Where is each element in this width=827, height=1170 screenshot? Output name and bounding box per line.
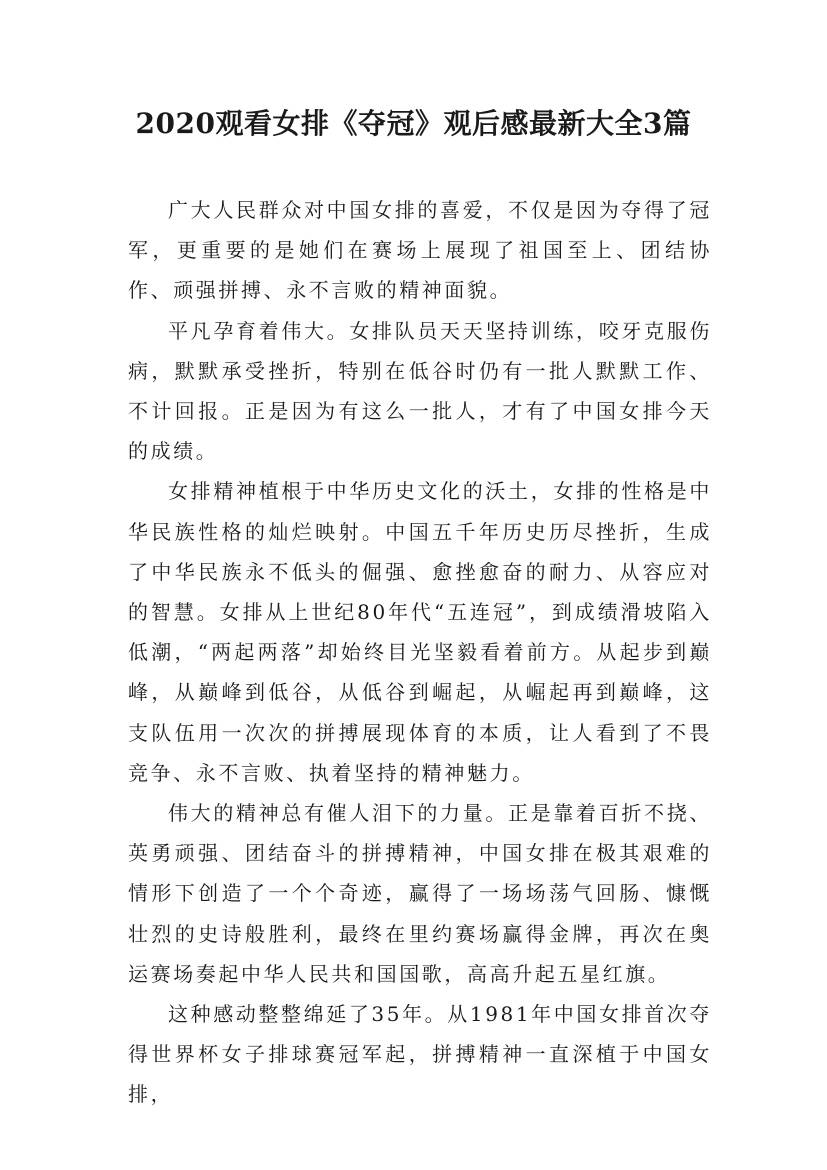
paragraph-2: 平凡孕育着伟大。女排队员天天坚持训练，咬牙克服伤病，默默承受挫折，特别在低谷时仍有一批人默默工作、不计回报。正是因为有这么一批人，才有了中国女排今天的成绩。: [128, 318, 712, 464]
paragraph-1: 广大人民群众对中国女排的喜爱，不仅是因为夺得了冠军，更重要的是她们在赛场上展现了祖国至上、团结协作、顽强拼搏、永不言败的精神面貌。: [128, 198, 712, 303]
paragraph-5: 这种感动整整绵延了35年。从1981年中国女排首次夺得世界杯女子排球赛冠军起，拼搏精神一直深植于中国女排，: [128, 1002, 712, 1107]
paragraph-3: 女排精神植根于中华历史文化的沃土，女排的性格是中华民族性格的灿烂映射。中国五千年历史历尽挫折，生成了中华民族永不低头的倔强、愈挫愈奋的耐力、从容应对的智慧。女排从上世纪80年代“五连冠”，到成绩滑坡陷入低潮，“两起两落”却始终目光坚毅看着前方。从起步到巅峰，从巅峰到低谷，从低谷到崛起，从崛起再到巅峰，这支队伍用一次次的拼搏展现体育的本质，让人看到了不畏竞争、永不言败、执着坚持的精神魅力。: [128, 479, 712, 785]
document-title: 2020观看女排《夺冠》观后感最新大全3篇: [135, 107, 692, 140]
paragraph-4: 伟大的精神总有催人泪下的力量。正是靠着百折不挠、英勇顽强、团结奋斗的拼搏精神，中国女排在极其艰难的情形下创造了一个个奇迹，赢得了一场场荡气回肠、慷慨壮烈的史诗般胜利，最终在里约赛场赢得金牌，再次在奥运赛场奏起中华人民共和国国歌，高高升起五星红旗。: [128, 801, 712, 986]
document-body: [128, 190, 712, 1115]
